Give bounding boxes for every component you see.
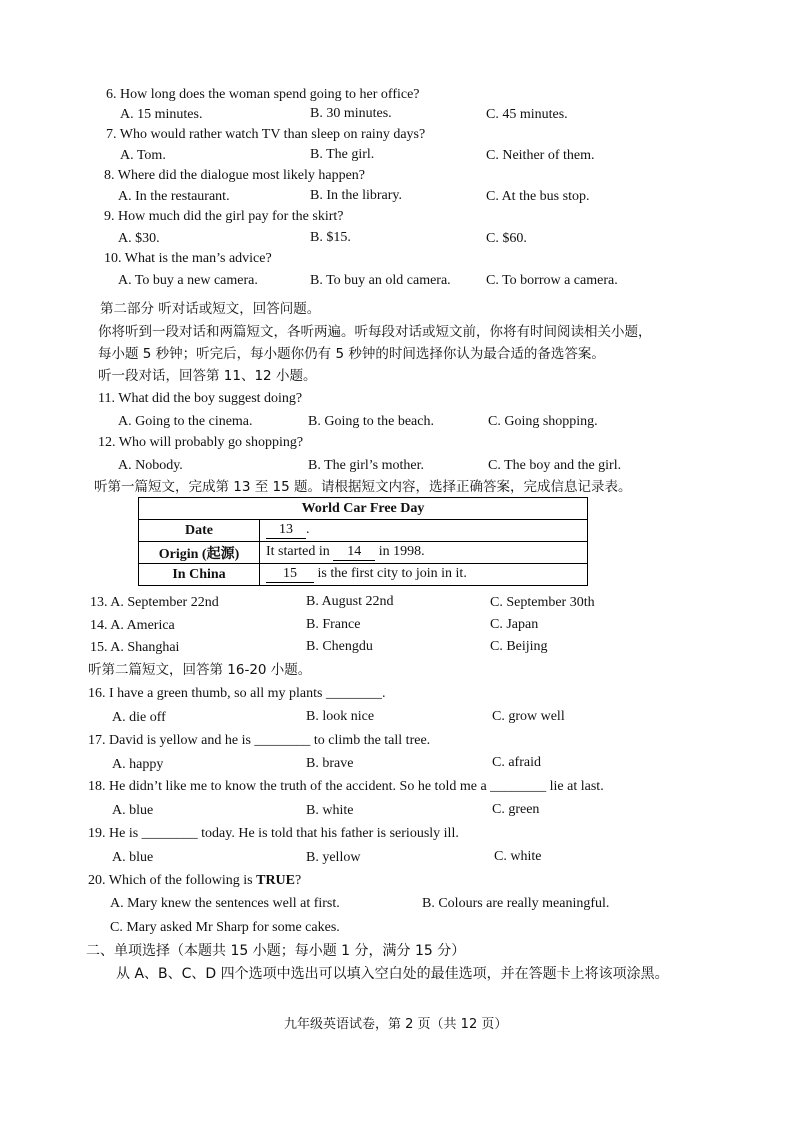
question-17-option-b: B. brave <box>306 756 354 771</box>
question-15-option-b: B. Chengdu <box>306 639 373 654</box>
question-19-option-c: C. white <box>494 849 542 864</box>
question-13-option-a: 13. A. September 22nd <box>90 595 219 610</box>
info-record-table <box>138 497 588 586</box>
question-12-option-a: A. Nobody. <box>118 458 183 473</box>
question-16-option-c: C. grow well <box>492 709 565 724</box>
question-6-stem: 6. How long does the woman spend going to her office? <box>106 87 420 102</box>
row-label-in-china: In China <box>139 564 260 586</box>
question-10-option-a: A. To buy a new camera. <box>118 273 258 288</box>
blank-13: 13 <box>266 522 306 538</box>
question-12-option-c: C. The boy and the girl. <box>488 458 622 473</box>
table-row <box>139 542 588 564</box>
table-row <box>139 564 588 586</box>
row-label-date: Date <box>139 520 260 542</box>
question-9-option-b: B. $15. <box>310 230 351 245</box>
question-14-option-c: C. Japan <box>490 617 539 632</box>
question-19-option-b: B. yellow <box>306 850 361 865</box>
row-value-origin <box>260 542 588 564</box>
section2-instruction: 从 A、B、C、D 四个选项中选出可以填入空白处的最佳选项，并在答题卡上将该项涂黑。 <box>116 966 669 982</box>
part2-instruction-2: 每小题 5 秒钟；听完后，每小题你仍有 5 秒钟的时间选择你认为最合适的备选答案。 <box>98 346 605 362</box>
passage1-intro: 听第一篇短文，完成第 13 至 15 题。请根据短文内容，选择正确答案，完成信息记录表。 <box>94 479 632 495</box>
question-10-option-c: C. To borrow a camera. <box>486 273 618 288</box>
row-value-date <box>260 520 588 542</box>
dialogue-intro: 听一段对话，回答第 11、12 小题。 <box>98 368 317 384</box>
blank-13-suffix: . <box>306 522 310 538</box>
blank-14: 14 <box>333 544 375 560</box>
question-9-stem: 9. How much did the girl pay for the skirt? <box>104 209 344 224</box>
question-8-option-a: A. In the restaurant. <box>118 189 230 204</box>
question-8-option-b: B. In the library. <box>310 188 403 203</box>
table-title: World Car Free Day <box>139 498 588 520</box>
question-20-stem-suffix: ? <box>295 873 302 888</box>
question-16-stem: 16. I have a green thumb, so all my plants ________. <box>88 686 386 701</box>
question-20-option-a: A. Mary knew the sentences well at first. <box>110 896 340 911</box>
table-row <box>139 520 588 542</box>
row-value-in-china <box>260 564 588 586</box>
question-12-option-b: B. The girl’s mother. <box>308 458 425 473</box>
question-20-stem <box>88 874 301 888</box>
question-7-stem: 7. Who would rather watch TV than sleep on rainy days? <box>106 127 426 142</box>
question-7-option-b: B. The girl. <box>310 147 375 162</box>
row-label-origin: Origin (起源) <box>139 542 260 564</box>
question-10-stem: 10. What is the man’s advice? <box>104 251 272 266</box>
question-14-option-b: B. France <box>306 617 361 632</box>
question-6-option-a: A. 15 minutes. <box>120 107 203 122</box>
question-17-option-c: C. afraid <box>492 755 541 770</box>
question-20-stem-prefix: 20. Which of the following is <box>88 873 253 888</box>
question-8-stem: 8. Where did the dialogue most likely happen? <box>104 168 366 183</box>
question-7-option-c: C. Neither of them. <box>486 148 595 163</box>
question-12-stem: 12. Who will probably go shopping? <box>98 435 304 450</box>
question-17-option-a: A. happy <box>112 757 164 772</box>
question-18-stem: 18. He didn’t like me to know the truth of the accident. So he told me a ________ lie at last. <box>88 779 604 794</box>
question-19-option-a: A. blue <box>112 850 154 865</box>
question-9-option-a: A. $30. <box>118 231 160 246</box>
question-19-stem: 19. He is ________ today. He is told that his father is seriously ill. <box>88 826 459 841</box>
question-7-option-a: A. Tom. <box>120 148 166 163</box>
question-20-option-b: B. Colours are really meaningful. <box>422 896 610 911</box>
question-6-option-c: C. 45 minutes. <box>486 107 568 122</box>
question-14-option-a: 14. A. America <box>90 618 175 633</box>
blank-15: 15 <box>266 566 314 582</box>
question-9-option-c: C. $60. <box>486 231 527 246</box>
question-6-option-b: B. 30 minutes. <box>310 106 392 121</box>
question-10-option-b: B. To buy an old camera. <box>310 273 451 288</box>
question-17-stem: 17. David is yellow and he is ________ to climb the tall tree. <box>88 733 431 748</box>
passage2-intro: 听第二篇短文，回答第 16-20 小题。 <box>88 662 312 678</box>
question-20-option-c: C. Mary asked Mr Sharp for some cakes. <box>110 920 340 935</box>
origin-prefix: It started in <box>266 544 330 560</box>
question-11-stem: 11. What did the boy suggest doing? <box>98 391 303 406</box>
part2-instruction-1: 你将听到一段对话和两篇短文，各听两遍。听每段对话或短文前，你将有时间阅读相关小题， <box>98 324 652 340</box>
question-20-stem-emphasis: TRUE <box>256 873 296 888</box>
origin-suffix: in 1998. <box>378 544 425 560</box>
question-15-option-a: 15. A. Shanghai <box>90 640 180 655</box>
question-18-option-b: B. white <box>306 803 354 818</box>
question-11-option-c: C. Going shopping. <box>488 414 598 429</box>
question-16-option-b: B. look nice <box>306 709 375 724</box>
question-18-option-c: C. green <box>492 802 540 817</box>
question-8-option-c: C. At the bus stop. <box>486 189 590 204</box>
question-15-option-c: C. Beijing <box>490 639 548 654</box>
question-13-option-b: B. August 22nd <box>306 594 394 609</box>
question-11-option-b: B. Going to the beach. <box>308 414 434 429</box>
part2-heading: 第二部分 听对话或短文，回答问题。 <box>100 301 321 317</box>
question-13-option-c: C. September 30th <box>490 595 595 610</box>
question-16-option-a: A. die off <box>112 710 166 725</box>
in-china-suffix: is the first city to join in it. <box>317 566 467 582</box>
page-footer: 九年级英语试卷，第 2 页（共 12 页） <box>284 1017 508 1032</box>
section2-heading: 二、单项选择（本题共 15 小题；每小题 1 分，满分 15 分） <box>86 943 466 959</box>
question-11-option-a: A. Going to the cinema. <box>118 414 253 429</box>
question-18-option-a: A. blue <box>112 803 154 818</box>
